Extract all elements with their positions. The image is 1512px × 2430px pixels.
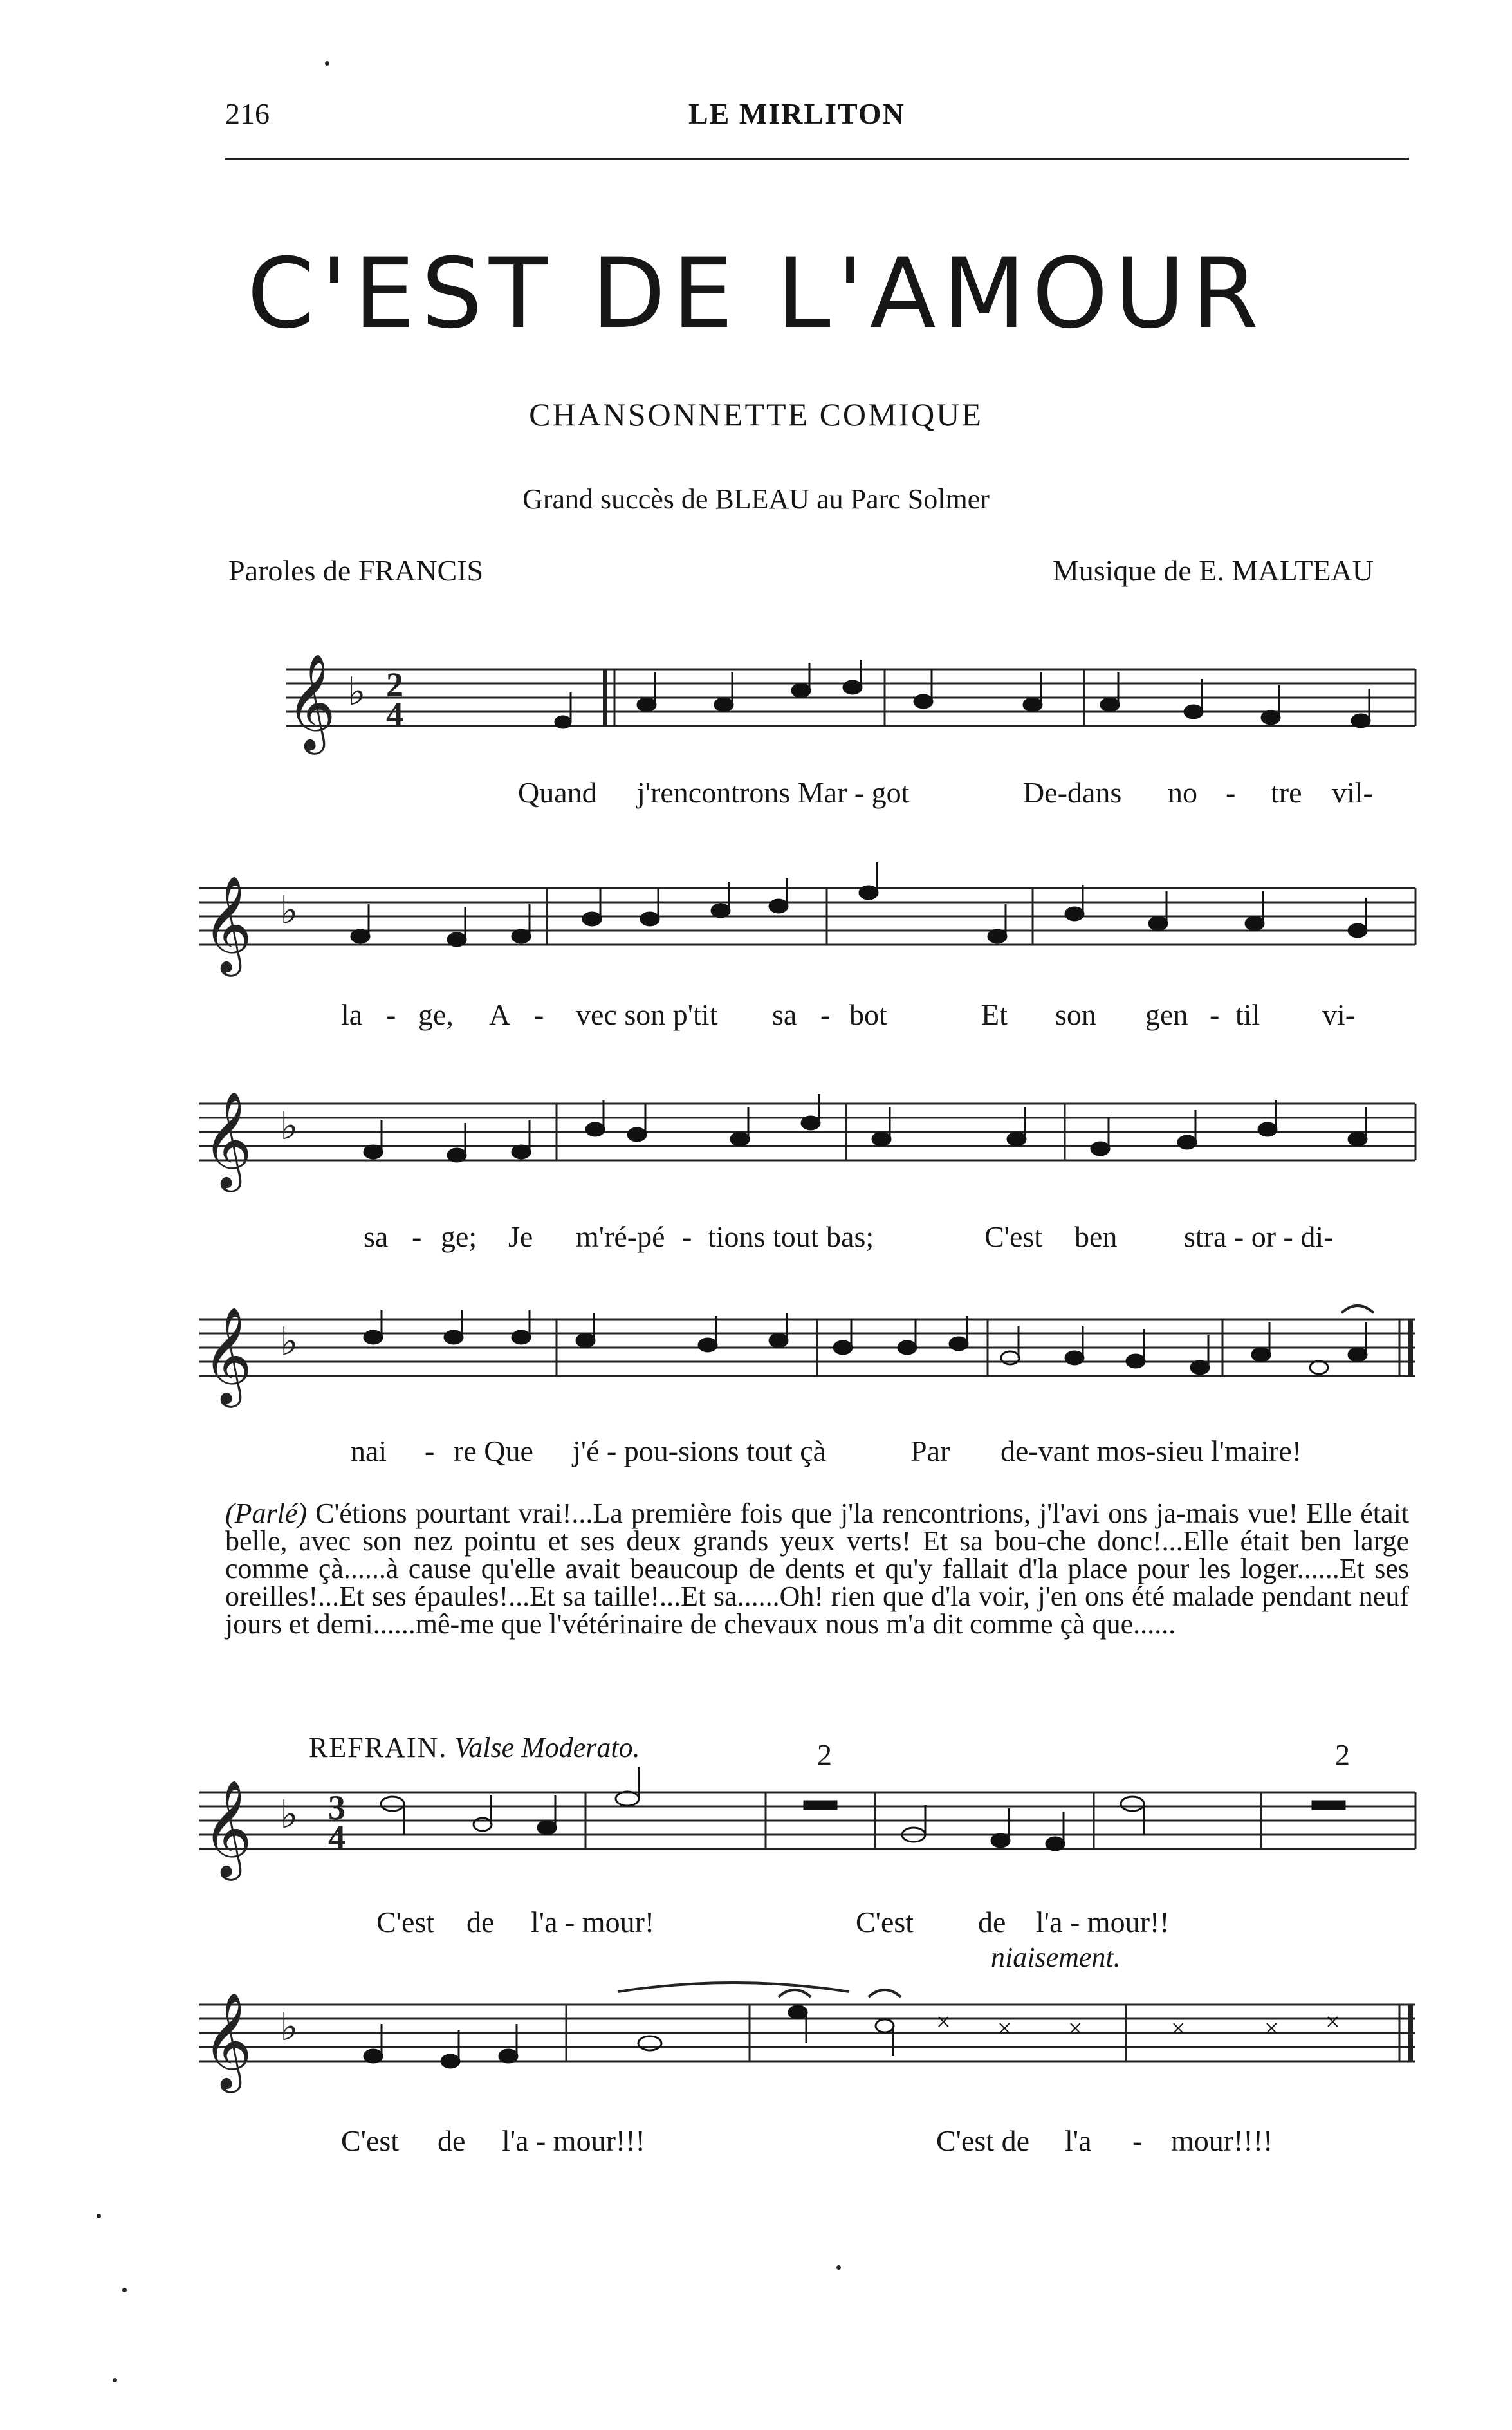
svg-text:4: 4	[328, 1818, 346, 1857]
svg-text:♭: ♭	[280, 1319, 299, 1364]
performance-credit: Grand succès de BLEAU au Parc Solmer	[522, 483, 990, 515]
verse-lyric: -	[820, 998, 831, 1031]
verse-lyric: De-dans	[1023, 776, 1122, 809]
svg-text:×: ×	[1264, 2014, 1279, 2043]
page-number: 216	[225, 97, 270, 130]
verse-lyric: Et	[981, 998, 1008, 1031]
verse-lyric: til	[1235, 998, 1260, 1031]
verse-lyric: son	[1055, 998, 1096, 1031]
svg-text:♭: ♭	[280, 888, 299, 933]
svg-text:𝄞: 𝄞	[203, 1779, 252, 1877]
svg-text:♭: ♭	[280, 2005, 299, 2050]
verse-lyric: ge,	[418, 998, 454, 1031]
svg-text:3: 3	[328, 1788, 346, 1827]
verse-lyric: Par	[910, 1434, 950, 1467]
verse-lyric: A	[489, 998, 511, 1031]
svg-text:2: 2	[386, 665, 403, 704]
verse-lyric: ge;	[441, 1220, 477, 1253]
svg-text:×: ×	[1325, 2007, 1340, 2036]
verse-lyric: re Que	[454, 1434, 533, 1467]
svg-text:4: 4	[386, 695, 403, 734]
svg-text:𝄞: 𝄞	[203, 1090, 252, 1188]
verse-lyric: -	[682, 1220, 692, 1253]
print-speck	[325, 61, 329, 66]
verse-lyric: de-vant mos-sieu l'maire!	[1000, 1434, 1302, 1467]
header-rule	[225, 158, 1409, 160]
print-speck	[97, 2214, 101, 2218]
verse-lyric: m'ré-pé	[576, 1220, 665, 1253]
verse-lyric: vi-	[1322, 998, 1356, 1031]
svg-text:♭: ♭	[280, 1792, 299, 1837]
verse-lyric: tions tout bas;	[708, 1220, 874, 1253]
svg-text:♭: ♭	[280, 1104, 299, 1149]
svg-text:𝄞: 𝄞	[203, 875, 252, 972]
music-staff-6	[199, 1992, 1422, 2114]
spoken-passage	[225, 1499, 1409, 1638]
refrain-heading	[309, 1731, 640, 1764]
print-speck	[122, 2288, 127, 2292]
print-speck	[836, 2265, 841, 2270]
svg-text:×: ×	[1171, 2014, 1186, 2043]
print-speck	[113, 2378, 117, 2382]
svg-text:×: ×	[936, 2007, 951, 2036]
music-staff-4	[199, 1306, 1422, 1429]
refrain-lyric: C'est de	[936, 2124, 1029, 2157]
verse-lyric: -	[1210, 998, 1220, 1031]
song-title: C'EST DE L'AMOUR	[246, 238, 1266, 350]
tempo-marking: Valse Moderato.	[454, 1732, 640, 1763]
spoken-label: (Parlé)	[225, 1498, 308, 1529]
svg-text:𝄞: 𝄞	[286, 653, 336, 750]
refrain-lyric: de	[438, 2124, 466, 2157]
expression-marking: niaisement.	[991, 1942, 1121, 1973]
verse-lyric: bot	[849, 998, 887, 1031]
verse-lyric: j'rencontrons Mar - got	[637, 776, 910, 809]
refrain-label: REFRAIN.	[309, 1732, 448, 1763]
verse-lyric: nai	[351, 1434, 387, 1467]
composer-credit: Musique de E. MALTEAU	[1052, 554, 1374, 587]
svg-text:𝄞: 𝄞	[203, 1991, 252, 2089]
verse-lyric: stra - or - di-	[1184, 1220, 1334, 1253]
music-staff-3	[199, 1091, 1422, 1213]
verse-lyric: j'é - pou-sions tout çà	[573, 1434, 827, 1467]
song-subtitle: CHANSONNETTE COMIQUE	[529, 396, 983, 432]
verse-lyric: no	[1168, 776, 1197, 809]
verse-lyric: vil-	[1332, 776, 1373, 809]
refrain-lyric: mour!!!!	[1171, 2124, 1273, 2157]
refrain-lyric: l'a - mour!!	[1036, 1906, 1170, 1938]
verse-lyric: sa	[772, 998, 797, 1031]
spoken-text: C'étions pourtant vrai!...La première fois que j'la rencontrions, j'l'avi ons ja-mais vue! Elle était belle, avec son nez pointu et ses deux grands yeux verts! Et sa bou-che donc!...Elle était ben large comme çà......à cause qu'elle avait beaucoup de dents et qu'y fallait d'la place pour les loger......Et ses oreilles!...Et ses épaules!...Et sa taille!...Et sa......Oh! rien que d'la voir, j'en ons été malade pendant neuf jours et demi......mê-me que l'vétérinaire de chevaux nous m'a dit comme çà que......	[225, 1498, 1409, 1640]
svg-text:×: ×	[997, 2014, 1012, 2043]
svg-text:♭: ♭	[347, 669, 366, 714]
svg-text:𝄞: 𝄞	[203, 1306, 252, 1404]
music-staff-2	[199, 875, 1422, 997]
refrain-lyric: l'a	[1065, 2124, 1092, 2157]
refrain-lyric: de	[466, 1906, 495, 1938]
running-title: LE MIRLITON	[688, 97, 905, 130]
verse-lyric: C'est	[984, 1220, 1043, 1253]
verse-lyric: la	[341, 998, 363, 1031]
music-staff-5	[199, 1779, 1422, 1902]
verse-lyric: tre	[1271, 776, 1302, 809]
verse-lyric: ben	[1074, 1220, 1118, 1253]
music-staff-1	[286, 653, 1419, 785]
verse-lyric: gen	[1145, 998, 1188, 1031]
verse-lyric: -	[534, 998, 544, 1031]
verse-lyric: -	[412, 1220, 422, 1253]
refrain-lyric: l'a - mour!	[531, 1906, 655, 1938]
refrain-lyric: C'est	[856, 1906, 914, 1938]
verse-lyric: -	[425, 1434, 435, 1467]
verse-lyric: Quand	[518, 776, 597, 809]
verse-lyric: -	[1226, 776, 1236, 809]
refrain-lyric: l'a - mour!!!	[502, 2124, 645, 2157]
refrain-lyric: C'est	[376, 1906, 435, 1938]
verse-lyric: -	[386, 998, 396, 1031]
rest-count: 2	[1335, 1738, 1350, 1771]
rest-count: 2	[817, 1738, 832, 1771]
verse-lyric: vec son p'tit	[576, 998, 718, 1031]
refrain-lyric: C'est	[341, 2124, 400, 2157]
refrain-lyric: -	[1132, 2124, 1143, 2157]
verse-lyric: sa	[364, 1220, 389, 1253]
svg-text:×: ×	[1068, 2014, 1083, 2043]
lyricist-credit: Paroles de FRANCIS	[228, 554, 484, 587]
verse-lyric: Je	[508, 1220, 533, 1253]
refrain-lyric: de	[978, 1906, 1006, 1938]
